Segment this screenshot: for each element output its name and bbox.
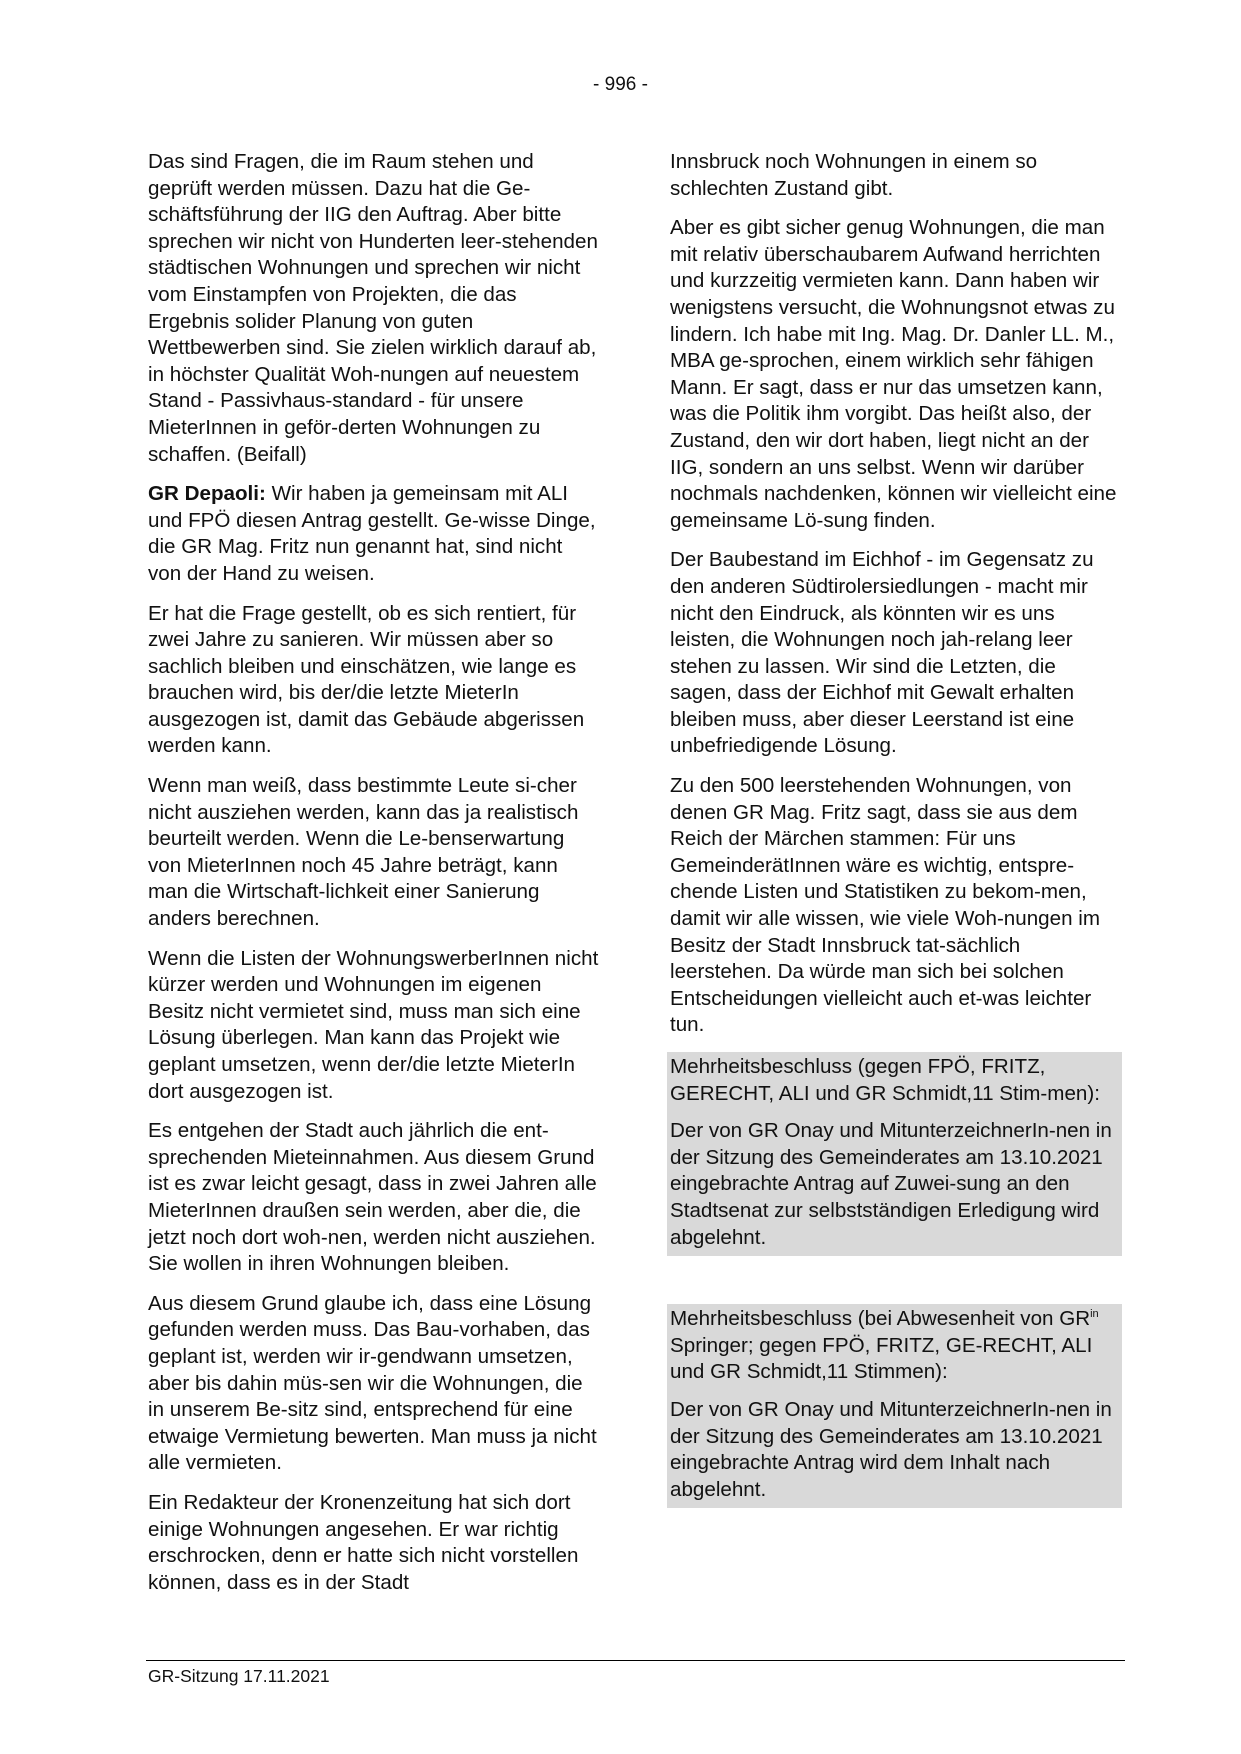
footer-text: GR-Sitzung 17.11.2021 [148, 1666, 330, 1686]
paragraph: Es entgehen der Stadt auch jährlich die ent-sprechenden Mieteinnahmen. Aus diesem Grund ist es zwar leicht gesagt, dass in zwei Jahren alle MieterInnen draußen sein werden, aber die, die jetzt noch dort woh-nen, werden nicht ausziehen. Sie wollen in ihren Wohnungen bleiben. [148, 1119, 597, 1276]
resolution-text: Der von GR Onay und MitunterzeichnerIn-nen in der Sitzung des Gemeinderates am 13.10.2021 eingebrachte Antrag auf Zuwei-sung an den Stadtsenat zur selbstständigen Erledigung wird abgelehnt. [670, 1119, 1112, 1249]
paragraph: Wenn die Listen der WohnungswerberInnen nicht kürzer werden und Wohnungen im eigenen Besitz nicht vermietet sind, muss man sich eine Lösung überlegen. Man kann das Projekt wie geplant umsetzen, wenn der/die letzte MieterIn dort ausgezogen ist. [148, 946, 599, 1103]
speaker-name: GR Depaoli: [148, 482, 266, 506]
speech-text: Wir haben ja gemeinsam mit ALI und FPÖ diesen Antrag gestellt. Ge-wisse Dinge, die GR Mag. Fritz nun genannt hat, sind nicht von der Hand zu weisen. [148, 482, 596, 585]
paragraph: Der Baubestand im Eichhof - im Gegensatz zu den anderen Südtirolersiedlungen - macht mir nicht den Eindruck, als könnten wir es uns leisten, die Wohnungen noch jah-relang leer stehen zu lassen. Wir sind die Letzten, die sagen, dass der Eichhof mit Gewalt erhalten bleiben muss, aber dieser Leerstand ist eine unbefriedigende Lösung. [670, 548, 1094, 758]
left-column [148, 149, 600, 1596]
paragraph: Das sind Fragen, die im Raum stehen und geprüft werden müssen. Dazu hat die Ge-schäftsführung der IIG den Auftrag. Aber bitte sprechen wir nicht von Hunderten leer-stehenden städtischen Wohnungen und sprechen wir nicht vom Einstampfen von Projekten, die das Ergebnis solider Planung von guten Wettbewerben sind. Sie zielen wirklich darauf ab, in höchster Qualität Woh-nungen auf neuestem Stand - Passivhaus-standard - für unsere MieterInnen in geför-derten Wohnungen zu schaffen. (Beifall) [148, 150, 598, 466]
resolution-text: Der von GR Onay und MitunterzeichnerIn-nen in der Sitzung des Gemeinderates am 13.10.2021 eingebrachte Antrag wird dem Inhalt nach abgelehnt. [670, 1397, 1112, 1501]
paragraph: Aber es gibt sicher genug Wohnungen, die man mit relativ überschaubarem Aufwand herrichten und kurzzeitig vermieten kann. Dann haben wir wenigstens versucht, die Wohnungsnot etwas zu lindern. Ich habe mit Ing. Mag. Dr. Danler LL. M., MBA ge-sprochen, einem wirklich sehr fähigen Mann. Er sagt, dass er nur das umsetzen kann, was die Politik ihm vorgibt. Das heißt also, der Zustand, den wir dort haben, liegt nicht an der IIG, sondern an uns selbst. Wenn wir darüber nochmals nachdenken, können wir vielleicht eine gemeinsame Lö-sung finden. [670, 216, 1117, 532]
heading-part: Springer; gegen FPÖ, FRITZ, GE-RECHT, ALI und GR Schmidt,11 Stimmen): [670, 1333, 1093, 1384]
paragraph: Er hat die Frage gestellt, ob es sich rentiert, für zwei Jahre zu sanieren. Wir müssen aber so sachlich bleiben und einschätzen, wie lange es brauchen wird, bis der/die letzte MieterIn ausgezogen ist, damit das Gebäude abgerissen werden kann. [148, 601, 585, 758]
resolution-heading [670, 1306, 1119, 1386]
heading-part: Mehrheitsbeschluss (bei Abwesenheit von GR [670, 1307, 1091, 1331]
resolution-heading: Mehrheitsbeschluss (gegen FPÖ, FRITZ, GERECHT, ALI und GR Schmidt,11 Stim-men): [670, 1055, 1100, 1105]
paragraph: Ein Redakteur der Kronenzeitung hat sich dort einige Wohnungen angesehen. Er war richtig erschrocken, denn er hatte sich nicht vorstellen können, dass es in der Stadt [148, 1490, 579, 1594]
footer-divider [146, 1660, 1125, 1661]
right-column [670, 149, 1122, 1508]
paragraph: Zu den 500 leerstehenden Wohnungen, von denen GR Mag. Fritz sagt, dass sie aus dem Reich der Märchen stammen: Für uns GemeinderätInnen wäre es wichtig, entspre-chende Listen und Statistiken zu bekom-men, damit wir alle wissen, wie viele Woh-nungen im Besitz der Stadt Innsbruck tat-sächlich leerstehen. Da würde man sich bei solchen Entscheidungen vielleicht auch et-was leichter tun. [670, 774, 1100, 1037]
paragraph: Wenn man weiß, dass bestimmte Leute si-cher nicht ausziehen werden, kann das ja realistisch beurteilt werden. Wenn die Le-benserwartung von MieterInnen noch 45 Jahre beträgt, kann man die Wirtschaft-lichkeit einer Sanierung anders berechnen. [148, 774, 579, 931]
superscript: in [1090, 1308, 1099, 1321]
paragraph: Aus diesem Grund glaube ich, dass eine Lösung gefunden werden muss. Das Bau-vorhaben, das geplant ist, werden wir ir-gendwann umsetzen, aber bis dahin müs-sen wir die Wohnungen, die in unserem Be-sitz sind, entsprechend für eine etwaige Vermietung bewerten. Man muss ja nicht alle vermieten. [148, 1291, 597, 1475]
resolution-box-1 [667, 1052, 1122, 1256]
resolution-box-2 [667, 1304, 1122, 1508]
paragraph-depaoli [148, 481, 600, 587]
paragraph: Innsbruck noch Wohnungen in einem so schlechten Zustand gibt. [670, 150, 1038, 200]
page-number: - 996 - [593, 74, 648, 95]
